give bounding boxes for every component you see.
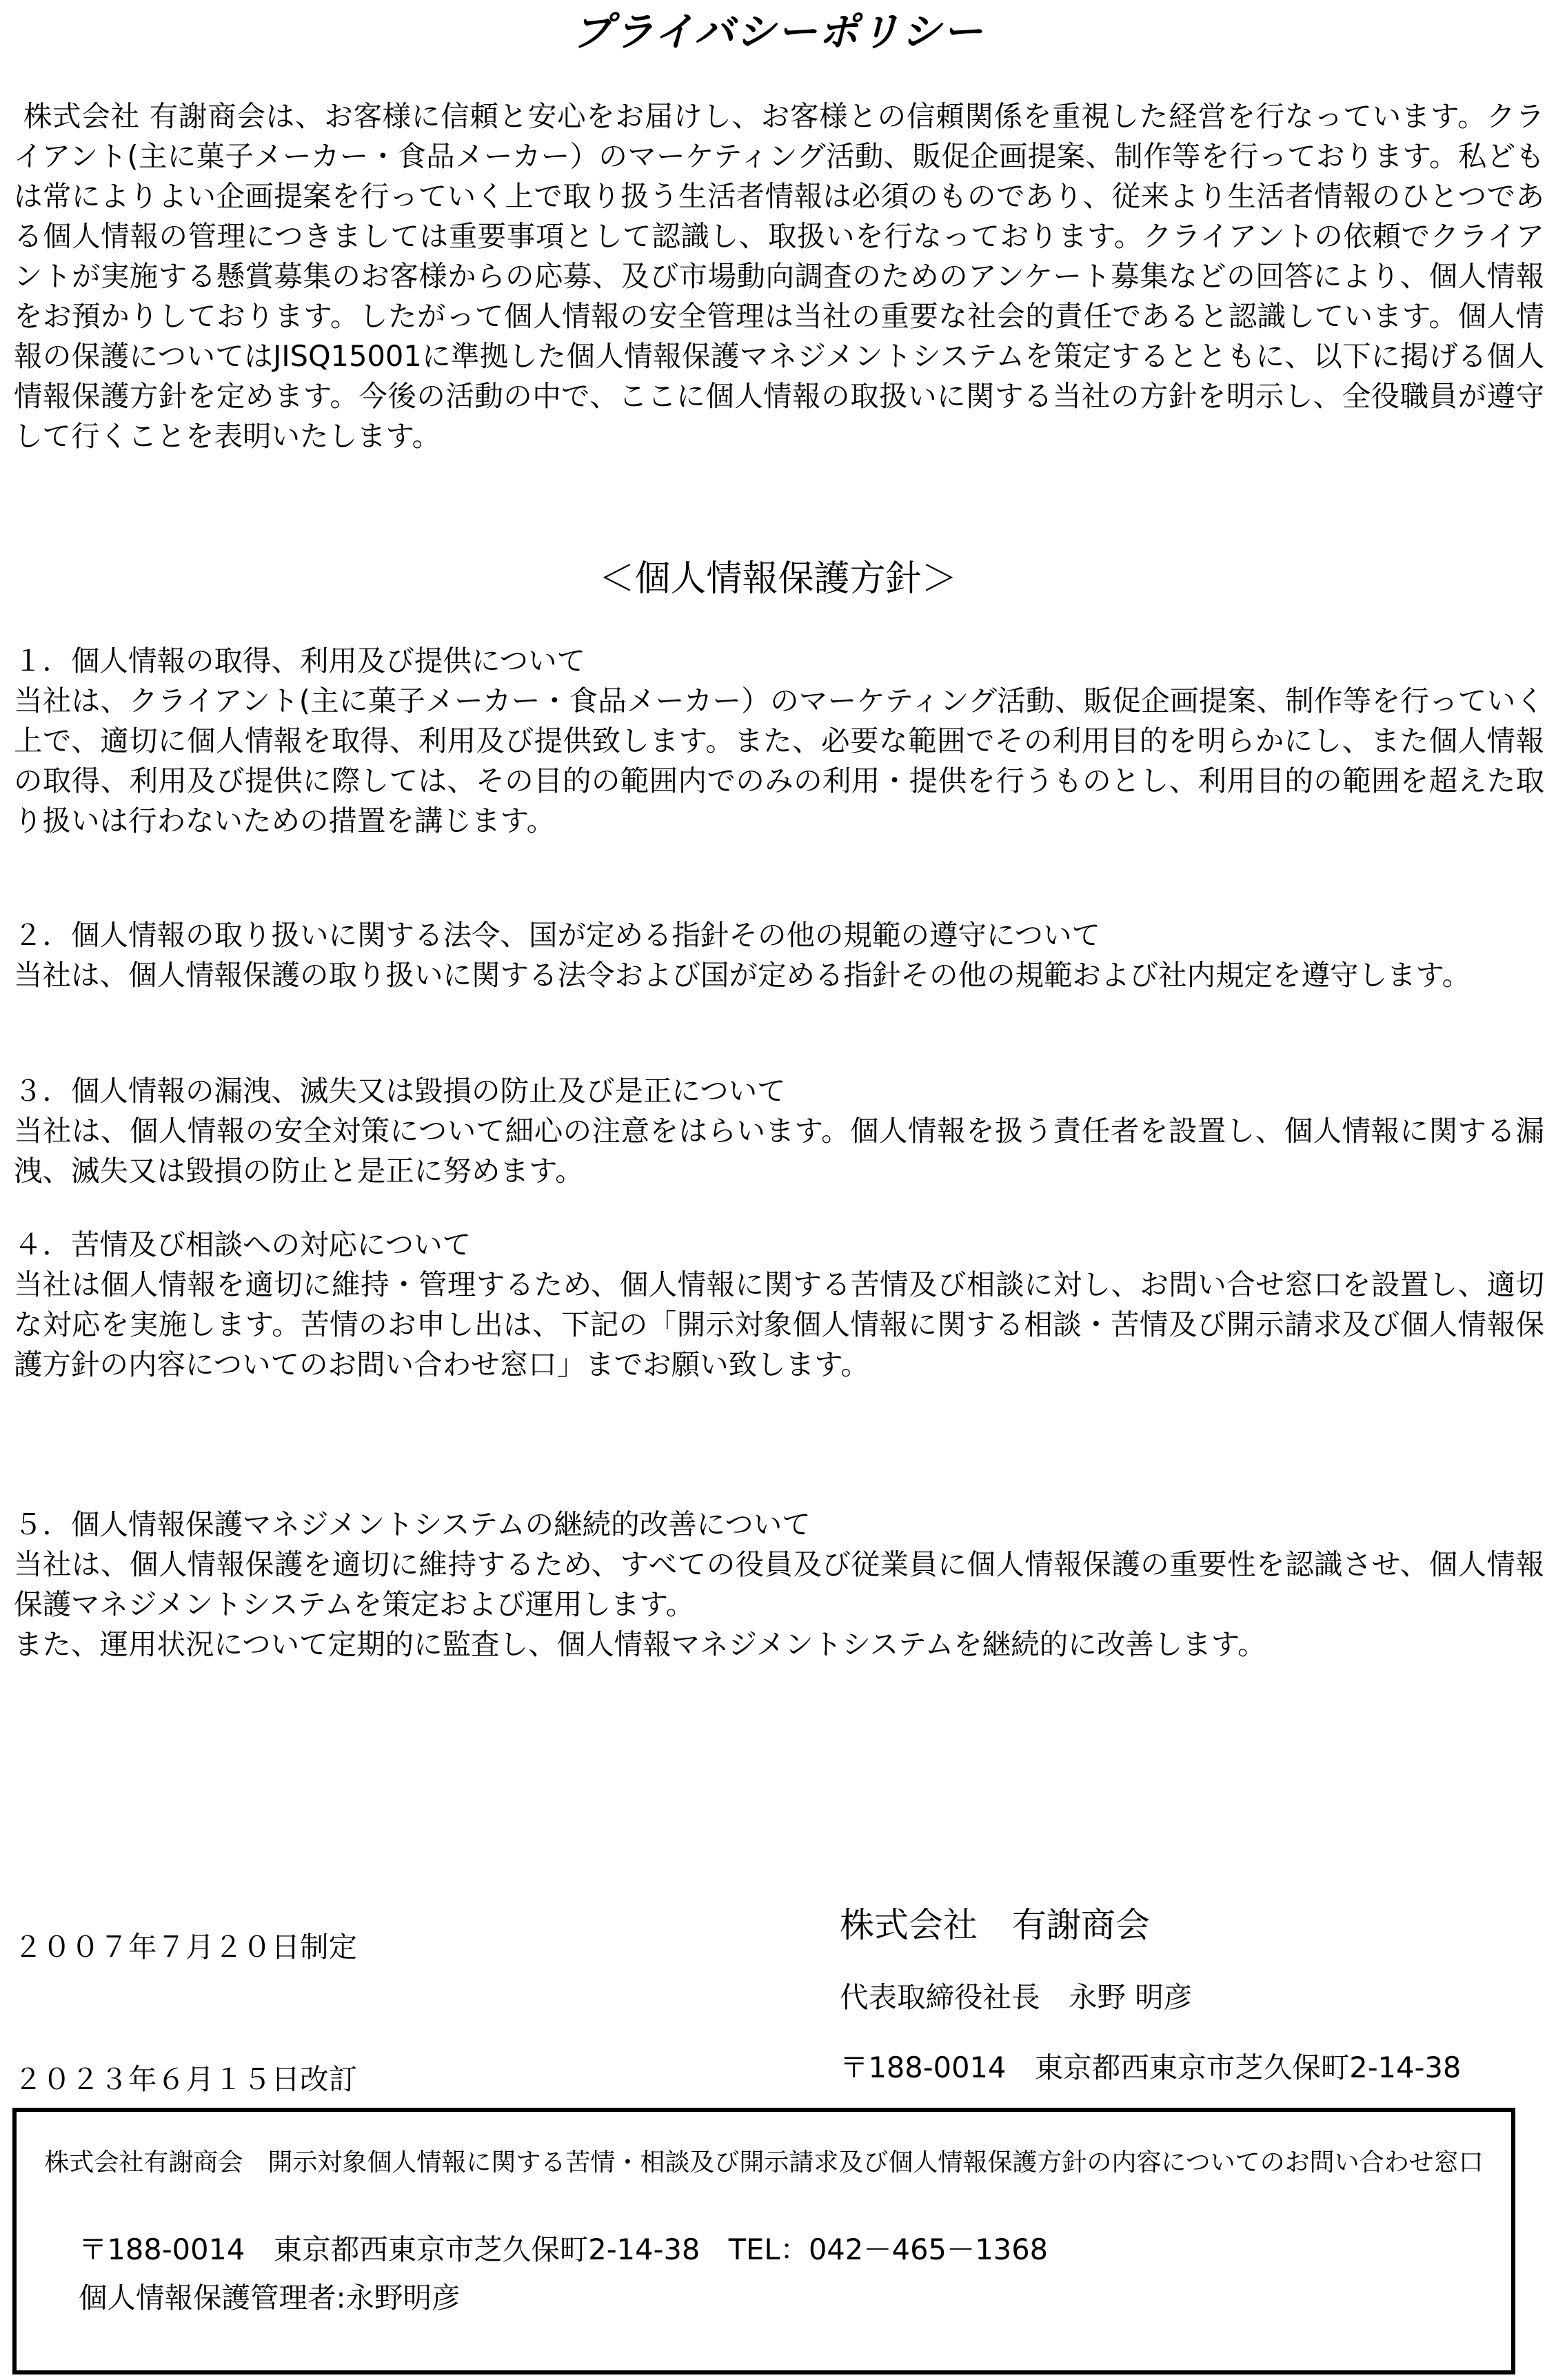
policy-section-2 [14,915,1544,995]
policy-section-1 [14,641,1544,841]
company-representative: 代表取締役社長 永野 明彦 [840,1980,1193,2014]
section-heading: ３．個人情報の漏洩、滅失又は毀損の防止及び是正について [14,1074,786,1108]
contact-title: 株式会社有謝商会 開示対象個人情報に関する苦情・相談及び開示請求及び個人情報保護方針の内容についてのお問い合わせ窓口 [44,2148,1484,2177]
company-address: 〒188-0014 東京都西東京市芝久保町2-14-38 [840,2051,1462,2084]
contact-box [12,2108,1515,2374]
section-heading: １．個人情報の取得、利用及び提供について [14,644,586,678]
section-heading: ２．個人情報の取り扱いに関する法令、国が定める指針その他の規範の遵守について [14,918,1101,952]
section-body: 当社は、クライアント(主に菓子メーカー・食品メーカー）のマーケティング活動、販促企画提案、制作等を行っていく上で、適切に個人情報を取得、利用及び提供致します。また、必要な範囲でその利用目的を明らかにし、また個人情報の取得、利用及び提供に際しては、その目的の範囲内でのみの利用・提供を行うものとし、利用目的の範囲を超えた取り扱いは行わないための措置を講じます。 [14,684,1544,837]
revised-date: ２０２３年６月１５日改訂 [14,2062,358,2096]
policy-section-3 [14,1071,1544,1191]
section-body: 当社は、個人情報の安全対策について細心の注意をはらいます。個人情報を扱う責任者を設置し、個人情報に関する漏洩、滅失又は毀損の防止と是正に努めます。 [14,1114,1544,1188]
section-body: 当社は、個人情報保護を適切に維持するため、すべての役員及び従業員に個人情報保護の重要性を認識させ、個人情報保護マネジメントシステムを策定および運用します。 また、運用状況について定期的に監査し、個人情報マネジメントシステムを継続的に改善します。 [14,1547,1544,1661]
section-heading: ４．苦情及び相談への対応について [14,1228,472,1261]
contact-manager: 個人情報保護管理者:永野明彦 [79,2281,461,2315]
company-signature [840,1875,1461,2103]
policy-section-5 [14,1505,1544,1665]
contact-address-tel: 〒188-0014 東京都西東京市芝久保町2-14-38 TEL：042－465－1368 [79,2232,1048,2266]
section-heading: ５．個人情報保護マネジメントシステムの継続的改善について [14,1507,811,1541]
page-title: プライバシーポリシー [572,8,984,55]
section-body: 当社は個人情報を適切に維持・管理するため、個人情報に関する苦情及び相談に対し、お問い合せ窓口を設置し、適切な対応を実施します。苦情のお申し出は、下記の「開示対象個人情報に関する相談・苦情及び開示請求及び個人情報保護方針の内容についてのお問い合わせ窓口」までお願い致します。 [14,1268,1544,1381]
revision-dates [14,1837,357,2146]
policy-heading: ＜個人情報保護方針＞ [598,558,958,600]
established-date: ２００７年７月２０日制定 [14,1930,358,1964]
intro-paragraph: 株式会社 有謝商会は、お客様に信頼と安心をお届けし、お客様との信頼関係を重視した経営を行なっています。クライアント(主に菓子メーカー・食品メーカー）のマーケティング活動、販促企画提案、制作等を行っております。私どもは常によりよい企画提案を行っていく上で取り扱う生活者情報は必須のものであり、従来より生活者情報のひとつである個人情報の管理につきましては重要事項として認識し、取扱いを行なっております。クライアントの依頼でクライアントが実施する懸賞募集のお客様からの応募、及び市場動向調査のためのアンケート募集などの回答により、個人情報をお預かりしております。したがって個人情報の安全管理は当社の重要な社会的責任であると認識しています。個人情報の保護についてはJISQ15001に準拠した個人情報保護マネジメントシステムを策定するとともに、以下に掲げる個人情報保護方針を定めます。今後の活動の中で、ここに個人情報の取扱いに関する当社の方針を明示し、全役職員が遵守して行くことを表明いたします。 [14,99,1544,453]
section-body: 当社は、個人情報保護の取り扱いに関する法令および国が定める指針その他の規範および社内規定を遵守します。 [14,958,1471,992]
company-name: 株式会社 有謝商会 [840,1905,1150,1945]
policy-section-4 [14,1225,1544,1385]
